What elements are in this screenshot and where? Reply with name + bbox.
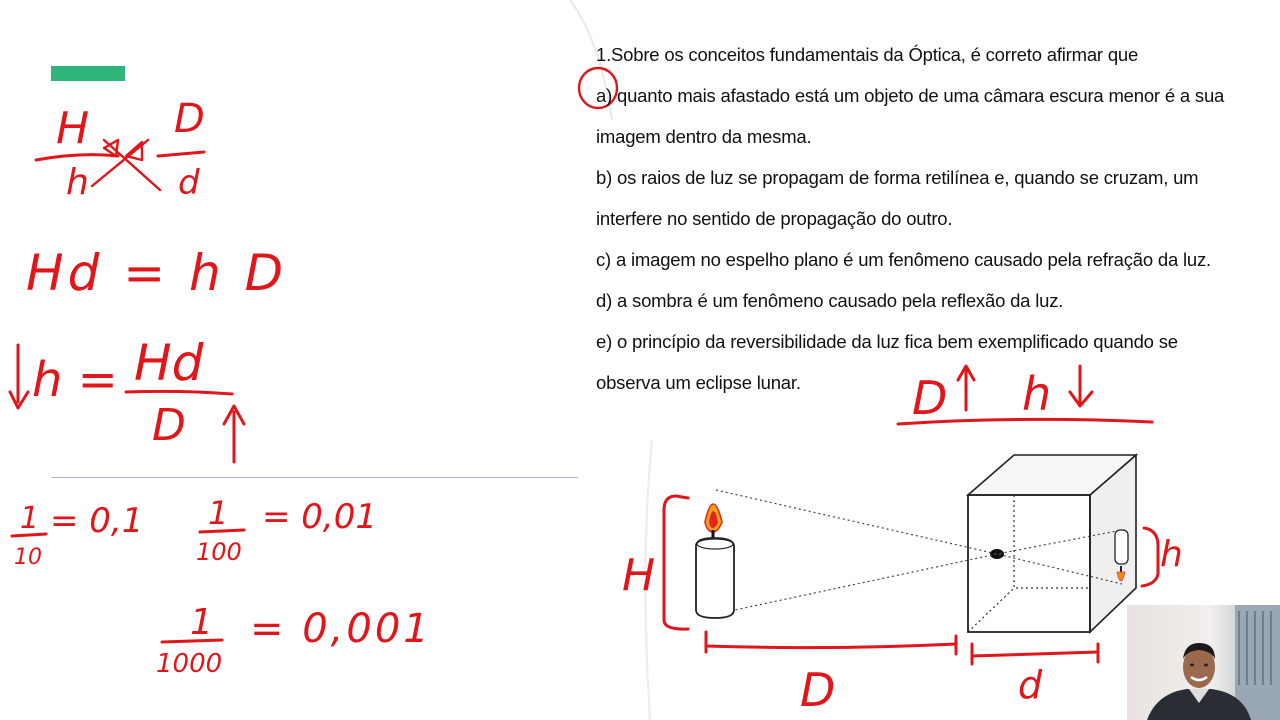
ratio-D: D [174,96,205,142]
tag-bar [51,66,125,81]
section-divider [52,477,578,478]
fraction-1-value: = 0,1 [50,501,144,541]
fraction-2-num: 1 [208,494,229,532]
question-block [596,34,1256,403]
webcam-person [1127,605,1280,720]
question-line: a) quanto mais afastado está um objeto de uma câmara escura menor é a sua [596,85,1225,106]
camera-obscura-diagram [696,455,1136,632]
note-h: h [1022,367,1052,421]
label-D: D [800,663,836,717]
question-line: interfere no sentido de propagação do outro. [596,208,953,229]
question-line: observa um eclipse lunar. [596,372,801,393]
fraction-1-num: 1 [20,501,40,536]
solve-numerator: Hd [134,334,204,392]
solve-lhs: h = [32,352,118,408]
fraction-2-den: 100 [196,538,242,566]
fraction-3-num: 1 [190,602,213,643]
question-line: e) o princípio da reversibilidade da luz fica bem exemplificado quando se [596,331,1178,352]
ratio-d: d [178,163,200,203]
question-line: c) a imagem no espelho plano é um fenômeno causado pela refração da luz. [596,249,1211,270]
fraction-2 [196,494,377,566]
candle-icon [696,504,734,618]
fraction-3-value: = 0,001 [250,606,432,652]
fraction-1-den: 10 [14,545,42,570]
note-D: D [912,371,948,425]
solve-equation [10,334,244,462]
question-line: d) a sombra é um fenômeno causado pela reflexão da luz. [596,290,1064,311]
cross-product-equation: Hd = h D [26,244,288,302]
fraction-2-value: = 0,01 [262,497,377,537]
ratio-h: h [66,162,89,203]
label-H: H [622,550,656,601]
fraction-3-den: 1000 [156,649,223,679]
fraction-3 [156,602,432,679]
ratio-H: H [56,103,90,154]
question-line: imagem dentro da mesma. [596,126,812,147]
solve-denominator: D [152,400,186,451]
fraction-1 [12,501,143,570]
question-line: b) os raios de luz se propagam de forma retilínea e, quando se cruzam, um [596,167,1199,188]
label-h: h [1160,534,1183,575]
webcam-overlay [1127,605,1280,720]
camera-obscura-icon [968,495,1090,632]
label-d: d [1018,663,1043,707]
ratio-equation [36,96,205,203]
question-title: 1.Sobre os conceitos fundamentais da Óptica, é correto afirmar que [596,44,1139,65]
